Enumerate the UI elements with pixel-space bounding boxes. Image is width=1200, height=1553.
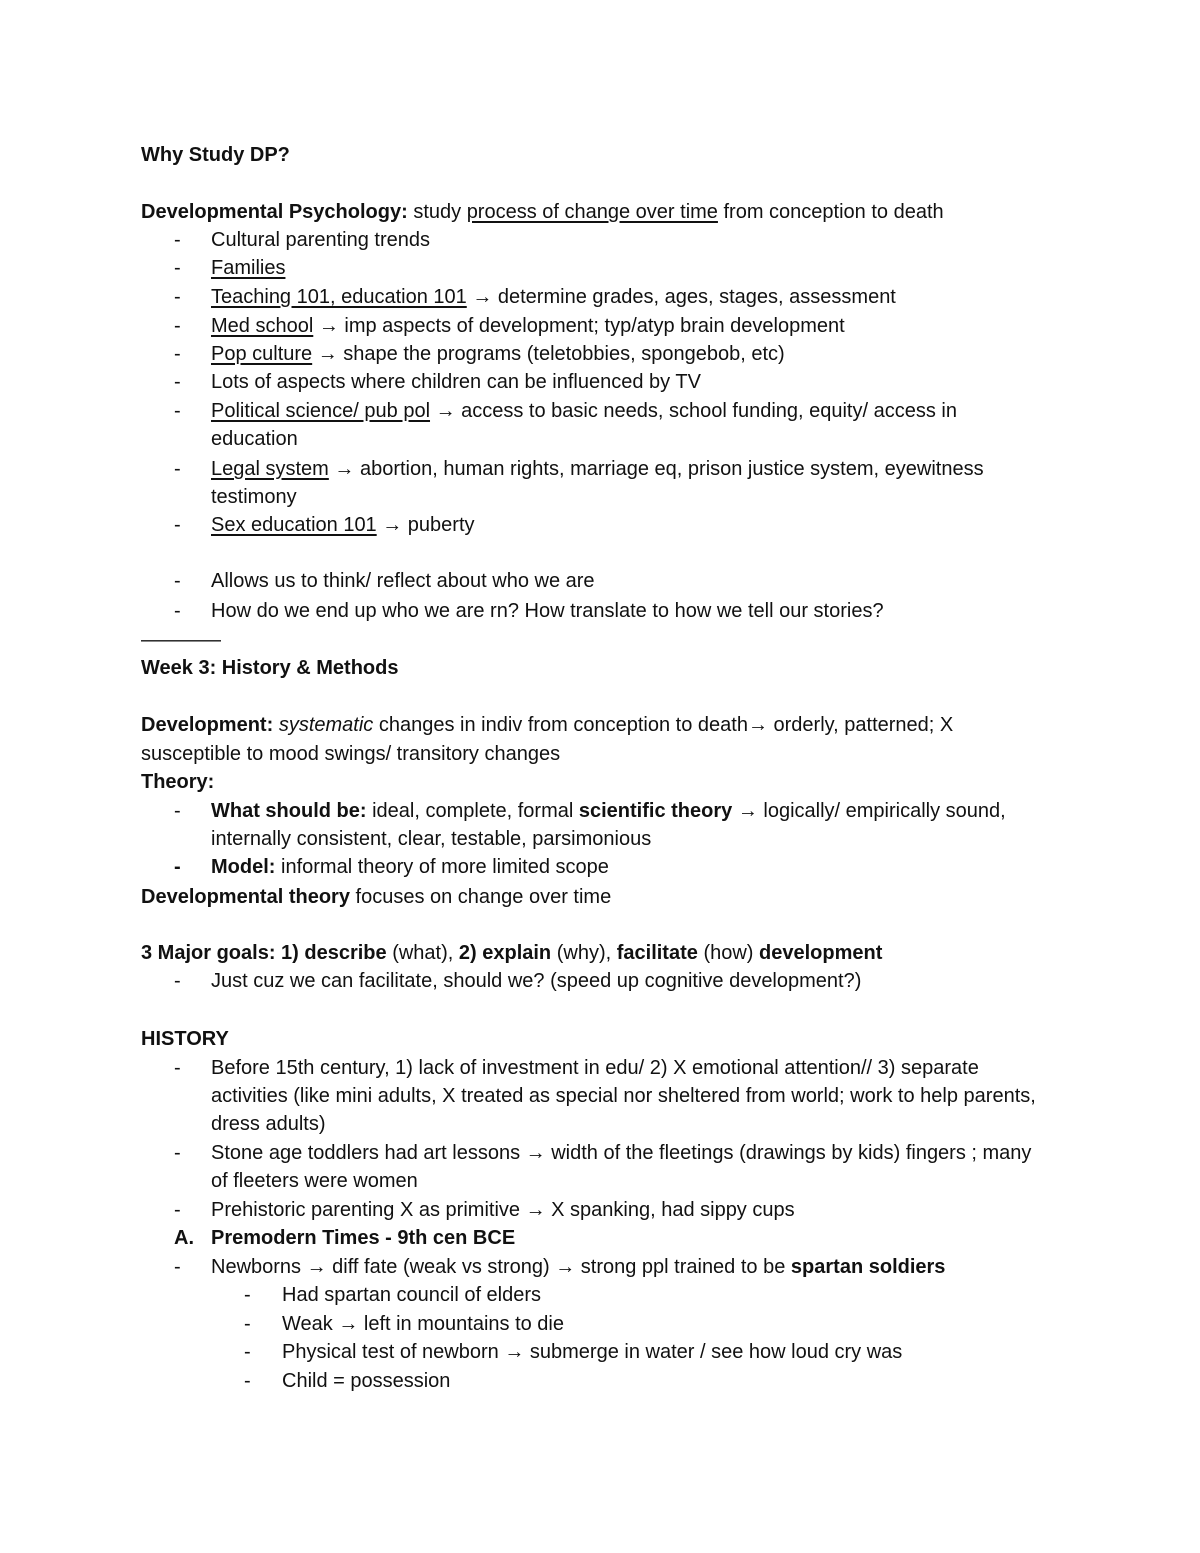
list-item-cont: internally consistent, clear, testable, parsimonious (211, 828, 652, 850)
sub-list-item: - Physical test of newborn → submerge in water / see how loud cry was (244, 1341, 903, 1363)
list-item-cont (0, 485, 1200, 513)
list-item (0, 256, 1200, 284)
sub-list-item: - Weak → left in mountains to die (244, 1313, 564, 1335)
list-item-text: Cultural parenting trends (211, 229, 431, 251)
list-item: - Prehistoric parenting X as primitive → X spanking, had sippy cups (174, 1199, 795, 1221)
list-item-text: → access to basic needs, school funding, equity/ access in (430, 400, 957, 422)
separator-line: ———— (141, 629, 221, 651)
underlined-topic: Political science/ pub pol (211, 400, 431, 422)
list-item (0, 228, 1200, 256)
major-goals-line: 3 Major goals: 1) describe (what), 2) explain (why), facilitate (how) development (141, 942, 883, 964)
list-item-cont: of fleeters were women (211, 1170, 418, 1192)
list-item: - Just cuz we can facilitate, should we? (speed up cognitive development?) (174, 970, 862, 992)
list-item: - What should be: ideal, complete, formal scientific theory → logically/ empirically sound, (174, 800, 1006, 822)
list-item (0, 342, 1200, 370)
heading-week-3: Week 3: History & Methods (141, 657, 399, 679)
list-item-text: → imp aspects of development; typ/atyp brain development (313, 315, 845, 337)
list-item (0, 399, 1200, 427)
underlined-topic: Pop culture (211, 343, 313, 365)
list-item (0, 457, 1200, 485)
sub-list-item: - Had spartan council of elders (244, 1284, 542, 1306)
bullet-dash: - (174, 400, 181, 422)
list-item-text: → determine grades, ages, stages, assessment (466, 286, 896, 308)
list-item: - Model: informal theory of more limited scope (174, 856, 609, 878)
underlined-topic: Legal system (211, 458, 329, 480)
underlined-topic: Sex education 101 (211, 514, 377, 536)
list-item-cont: dress adults) (211, 1113, 326, 1135)
list-item-text: testimony (211, 486, 297, 508)
bullet-dash: - (174, 371, 181, 393)
list-item-cont (0, 427, 1200, 455)
bullet-dash: - (174, 315, 181, 337)
list-item-text: Lots of aspects where children can be influenced by TV (211, 371, 701, 393)
definition-development: Development: systematic changes in indiv from conception to death→ orderly, patterned; X (141, 714, 954, 736)
heading-history: HISTORY (141, 1028, 229, 1050)
list-item: - Stone age toddlers had art lessons → width of the fleetings (drawings by kids) fingers ; many (174, 1142, 1032, 1164)
list-item-text: → abortion, human rights, marriage eq, prison justice system, eyewitness (328, 458, 984, 480)
bullet-dash: - (174, 286, 181, 308)
list-item (0, 370, 1200, 398)
list-item-text: → puberty (376, 514, 475, 536)
underlined-topic: Med school (211, 315, 314, 337)
list-item-cont: activities (like mini adults, X treated as special nor sheltered from world; work to help parents, (211, 1085, 1036, 1107)
subheading-premodern: A. Premodern Times - 9th cen BCE (174, 1227, 516, 1249)
underlined-topic: Families (211, 257, 286, 279)
developmental-theory-line: Developmental theory focuses on change over time (141, 886, 612, 908)
theory-label: Theory: (141, 771, 215, 793)
list-item: - Allows us to think/ reflect about who we are (174, 570, 595, 592)
definition-development-cont: susceptible to mood swings/ transitory changes (141, 743, 561, 765)
list-item: - Before 15th century, 1) lack of investment in edu/ 2) X emotional attention// 3) separate (174, 1057, 979, 1079)
bullet-dash: - (174, 257, 181, 279)
list-item: - How do we end up who we are rn? How translate to how we tell our stories? (174, 600, 884, 622)
underlined-topic: Teaching 101, education 101 (211, 286, 467, 308)
list-item (0, 513, 1200, 541)
definition-developmental-psychology: Developmental Psychology: study process of change over time from conception to death (141, 201, 944, 223)
heading-why-study: Why Study DP? (141, 144, 290, 166)
list-item-text: → shape the programs (teletobbies, spongebob, etc) (312, 343, 785, 365)
sub-list-item: - Child = possession (244, 1370, 451, 1392)
bullet-dash: - (174, 458, 181, 480)
bullet-dash: - (174, 343, 181, 365)
bullet-dash: - (174, 229, 181, 251)
list-item (0, 285, 1200, 313)
list-item (0, 314, 1200, 342)
list-item-text: education (211, 428, 298, 450)
list-item: - Newborns → diff fate (weak vs strong) → strong ppl trained to be spartan soldiers (174, 1256, 946, 1278)
bullet-dash: - (174, 514, 181, 536)
